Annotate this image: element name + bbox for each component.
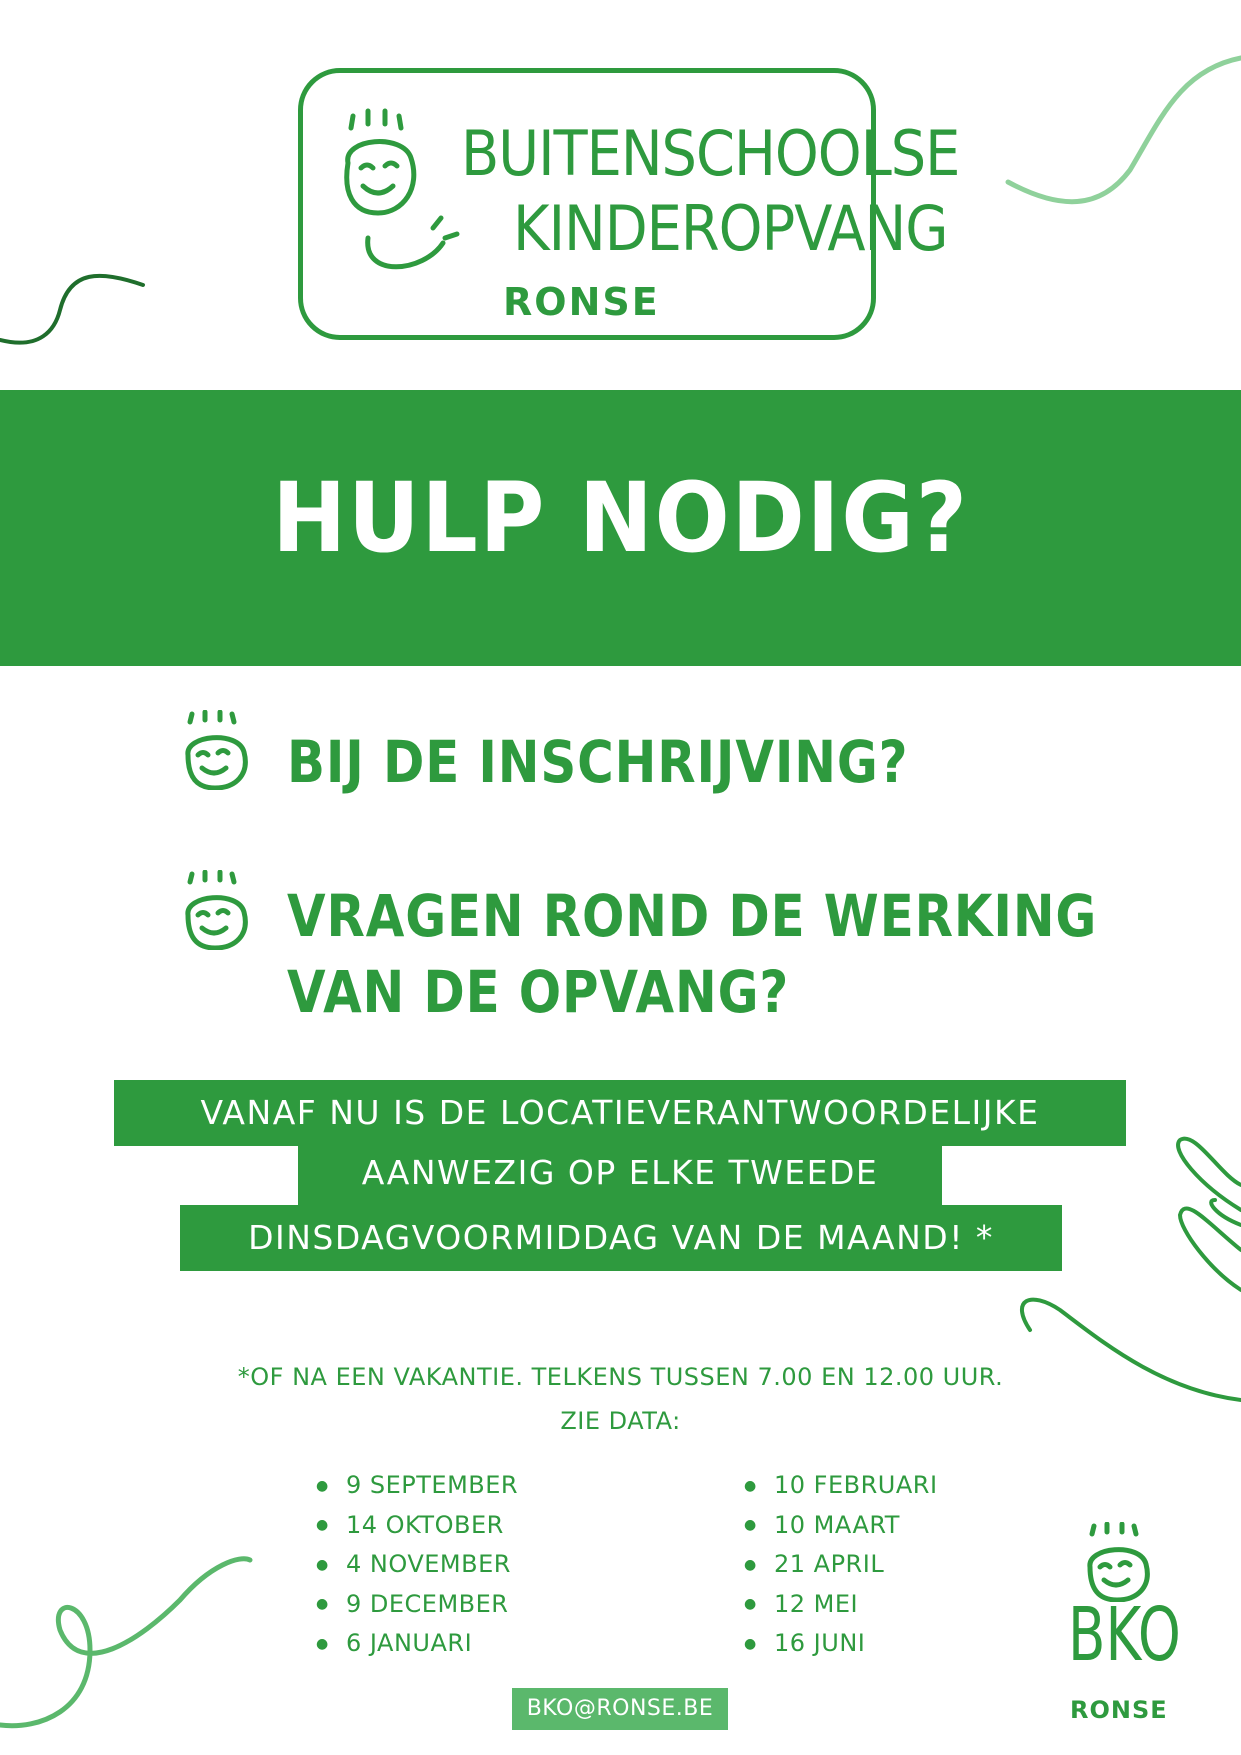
banner-heading: HULP NODIG? <box>272 462 969 574</box>
smiley-face-icon <box>180 710 250 790</box>
list-item: ● 14 OKTOBER <box>316 1506 518 1546</box>
smiley-face-icon <box>180 870 250 950</box>
smiley-face-icon <box>1082 1522 1152 1602</box>
list-item: ● 4 NOVEMBER <box>316 1545 518 1585</box>
question-operation-line1: VRAGEN ROND DE WERKING <box>287 882 1098 950</box>
list-item: ● 9 DECEMBER <box>316 1585 518 1625</box>
list-item: ● 16 JUNI <box>744 1624 938 1664</box>
list-item: ● 21 APRIL <box>744 1545 938 1585</box>
bullet-icon: ● <box>744 1635 757 1652</box>
logo-box <box>298 68 960 340</box>
dates-list-right <box>744 1466 938 1664</box>
schedule-note: *OF NA EEN VAKANTIE. TELKENS TUSSEN 7.00 EN 12.00 UUR. <box>237 1363 1004 1391</box>
list-item: ● 10 FEBRUARI <box>744 1466 938 1506</box>
bullet-icon: ● <box>316 1517 329 1533</box>
see-dates-label: ZIE DATA: <box>560 1407 681 1435</box>
list-item: ● 6 JANUARI <box>316 1624 518 1664</box>
footer-logo-brand: RONSE <box>1070 1696 1168 1724</box>
bullet-icon: ● <box>316 1556 329 1573</box>
bullet-icon: ● <box>744 1477 757 1494</box>
logo-brand: RONSE <box>503 280 660 324</box>
logo-title-line1: BUITENSCHOOLSE <box>461 117 960 190</box>
squiggle-top-right <box>1008 58 1241 202</box>
bullet-icon: ● <box>316 1596 329 1612</box>
question-operation-line2: VAN DE OPVANG? <box>287 958 790 1026</box>
bullet-icon: ● <box>316 1477 329 1494</box>
highlight-line3: DINSDAGVOORMIDDAG VAN DE MAAND! * <box>180 1205 1062 1271</box>
footer-logo-name: BKO <box>1068 1592 1181 1678</box>
bullet-icon: ● <box>316 1635 329 1652</box>
list-item: ● 10 MAART <box>744 1506 938 1546</box>
question-enrollment: BIJ DE INSCHRIJVING? <box>287 728 909 796</box>
heading-banner <box>0 390 1241 666</box>
squiggle-bottom-left <box>0 1559 250 1726</box>
bullet-icon: ● <box>744 1596 757 1612</box>
dates-list-left <box>316 1466 518 1664</box>
squiggle-top-left <box>0 276 143 343</box>
bullet-icon: ● <box>744 1517 757 1533</box>
list-item: ● 9 SEPTEMBER <box>316 1466 518 1506</box>
logo-title-line2: KINDEROPVANG <box>513 192 948 265</box>
contact-email[interactable]: BKO@RONSE.BE <box>512 1688 728 1730</box>
bullet-icon: ● <box>744 1556 757 1573</box>
highlight-line2: AANWEZIG OP ELKE TWEEDE <box>298 1140 942 1206</box>
smiley-face-icon <box>333 108 463 278</box>
highlight-line1: VANAF NU IS DE LOCATIEVERANTWOORDELIJKE <box>114 1080 1126 1146</box>
list-item: ● 12 MEI <box>744 1585 938 1625</box>
